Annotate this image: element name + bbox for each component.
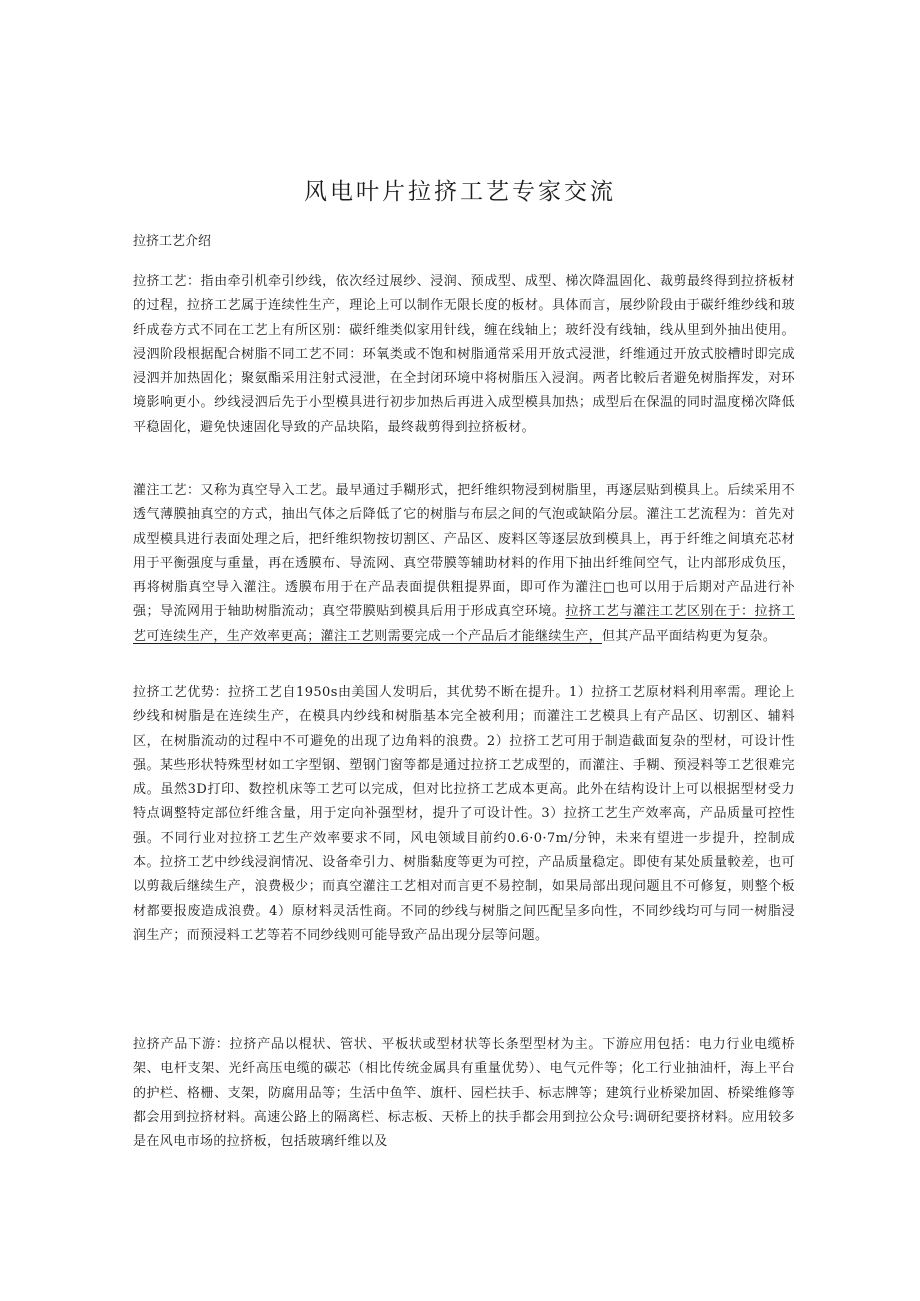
paragraph-infusion-process [133, 479, 795, 649]
process-difference-underlined: 拉挤工艺与灌注工艺区别在于：拉挤工艺可连续生产，生产效率更高；灌注工艺则需要完成一个产品后才能继续生产， [133, 604, 795, 644]
section-heading: 拉挤工艺介绍 [133, 234, 212, 249]
infusion-structure-text: 但其产品平面结构更为复杂。 [602, 628, 777, 644]
infusion-process-text: 灌注工艺：又称为真空导入工艺。最早通过手糊形式，把纤维织物浸到树脂里，再逐层贴到模具上。后续采用不透气薄膜抽真空的方式，抽出气体之后降低了它的树脂与布层之间的气泡或缺陷分层。灌注工艺流程为：首先对成型模具进行表面处理之后，把纤维织物按切割区、产品区、废料区等逐层放到模具上，再于纤维之间填充芯材用于平衡强度与重量，再在透膜布、导流网、真空带膜等辅助材料的作用下抽出纤维间空气，让内部形成负压，再将树脂真空导入灌注。透膜布用于在产品表面提供粗提界面，即可作为灌注□也可以用于后期对产品进行补强；导流网用于轴助树脂流动；真空带膜贴到模具后用于形成真空环境。 [133, 483, 795, 620]
paragraph-pultrusion-process: 拉挤工艺：指由牵引机牵引纱线，依次经过展纱、浸润、预成型、成型、梯次降温固化、裁剪最终得到拉挤板材的过程，拉挤工艺属于连续性生产，理论上可以制作无限长度的板材。具体而言，展纱阶段由于碳纤维纱线和玻纤成卷方式不同在工艺上有所区别：碳纤维类似家用针线，缠在线轴上；玻纤没有线轴，线从里到外抽出使用。浸泗阶段根据配合树脂不同工艺不同：环氧类或不饱和树脂通常采用开放式浸泄，纤维通过开放式胶槽时即完成浸泗并加热固化；聚氨酯采用注射式浸泄，在全封闭环境中将树脂压入浸润。两者比較后者避免树脂挥发，对环境影响更小。纱线浸泗后先于小型模具进行初步加热后再进入成型模具加热；成型后在保温的同时温度梯次降低平稳固化，避免快速固化导致的产品块陷，最终裁剪得到拉挤板材。 [133, 274, 795, 435]
paragraph-pultrusion-advantages: 拉挤工艺优势：拉挤工艺自1950s由美国人发明后，其优势不断在提升。1）拉挤工艺原材料利用率需。理论上纱线和树脂是在连续生产，在模具内纱线和树脂基本完全被利用；而灌注工艺模具上有产品区、切割区、辅料区，在树脂流动的过程中不可避免的出现了边角料的浪费。2）拉挤工艺可用于制造截面复杂的型材，可设计性强。某些形状特殊型材如工字型钢、塑钢门窗等都是通过拉挤工艺成型的，而灌注、手糊、预浸料等工艺很难完成。虽然3D打印、数控机床等工艺可以完成，但对比拉挤工艺成本更高。此外在结构设计上可以根据型材受力特点调整特定部位纤维含量，用于定向补强型材，提升了可设计性。3）拉挤工艺生产效率高，产品质量可控性强。不同行业对拉挤工艺生产效率要求不同，风电领域目前约0.6·0·7m/分钟，未来有望进一步提升，控制成本。拉挤工艺中纱线浸润情况、设备牵引力、树脂黏度等更为可控，产品质量稳定。即使有某处质量較差，也可以剪裁后继续生产，浪费极少；而真空灌注工艺相对而言更不易控制，如果局部出现问题且不可修复，则整个板材都要报废造成浪费。4）原材料灵活性商。不同的纱线与树脂之间匹配呈多向性，不同纱线均可与同一树脂浸润生产；而预浸料工艺等若不同纱线则可能导致产品出现分层等问题。 [133, 685, 795, 943]
paragraph-downstream-applications: 拉挤产品下游：拉挤产品以棍状、管状、平板状或型材状等长条型型材为主。下游应用包括：电力行业电缆桥架、电杆支架、光纤高压电缆的碳芯（相比传统金属具有重量优势）、电气元件等；化工行业抽油杆，海上平台的护栏、格栅、支架，防腐用品等；生活中鱼竿、旗杆、园栏扶手、标志牌等；建筑行业桥梁加固、桥梁维修等都会用到拉挤材料。高速公路上的隔离栏、标志板、天桥上的扶手都会用到拉公众号:调研纪要挤材料。应用较多是在风电市场的拉挤板，包括玻璃纤维以及 [133, 1037, 795, 1150]
document-title: 风电叶片拉挤工艺专家交流 [304, 179, 616, 205]
